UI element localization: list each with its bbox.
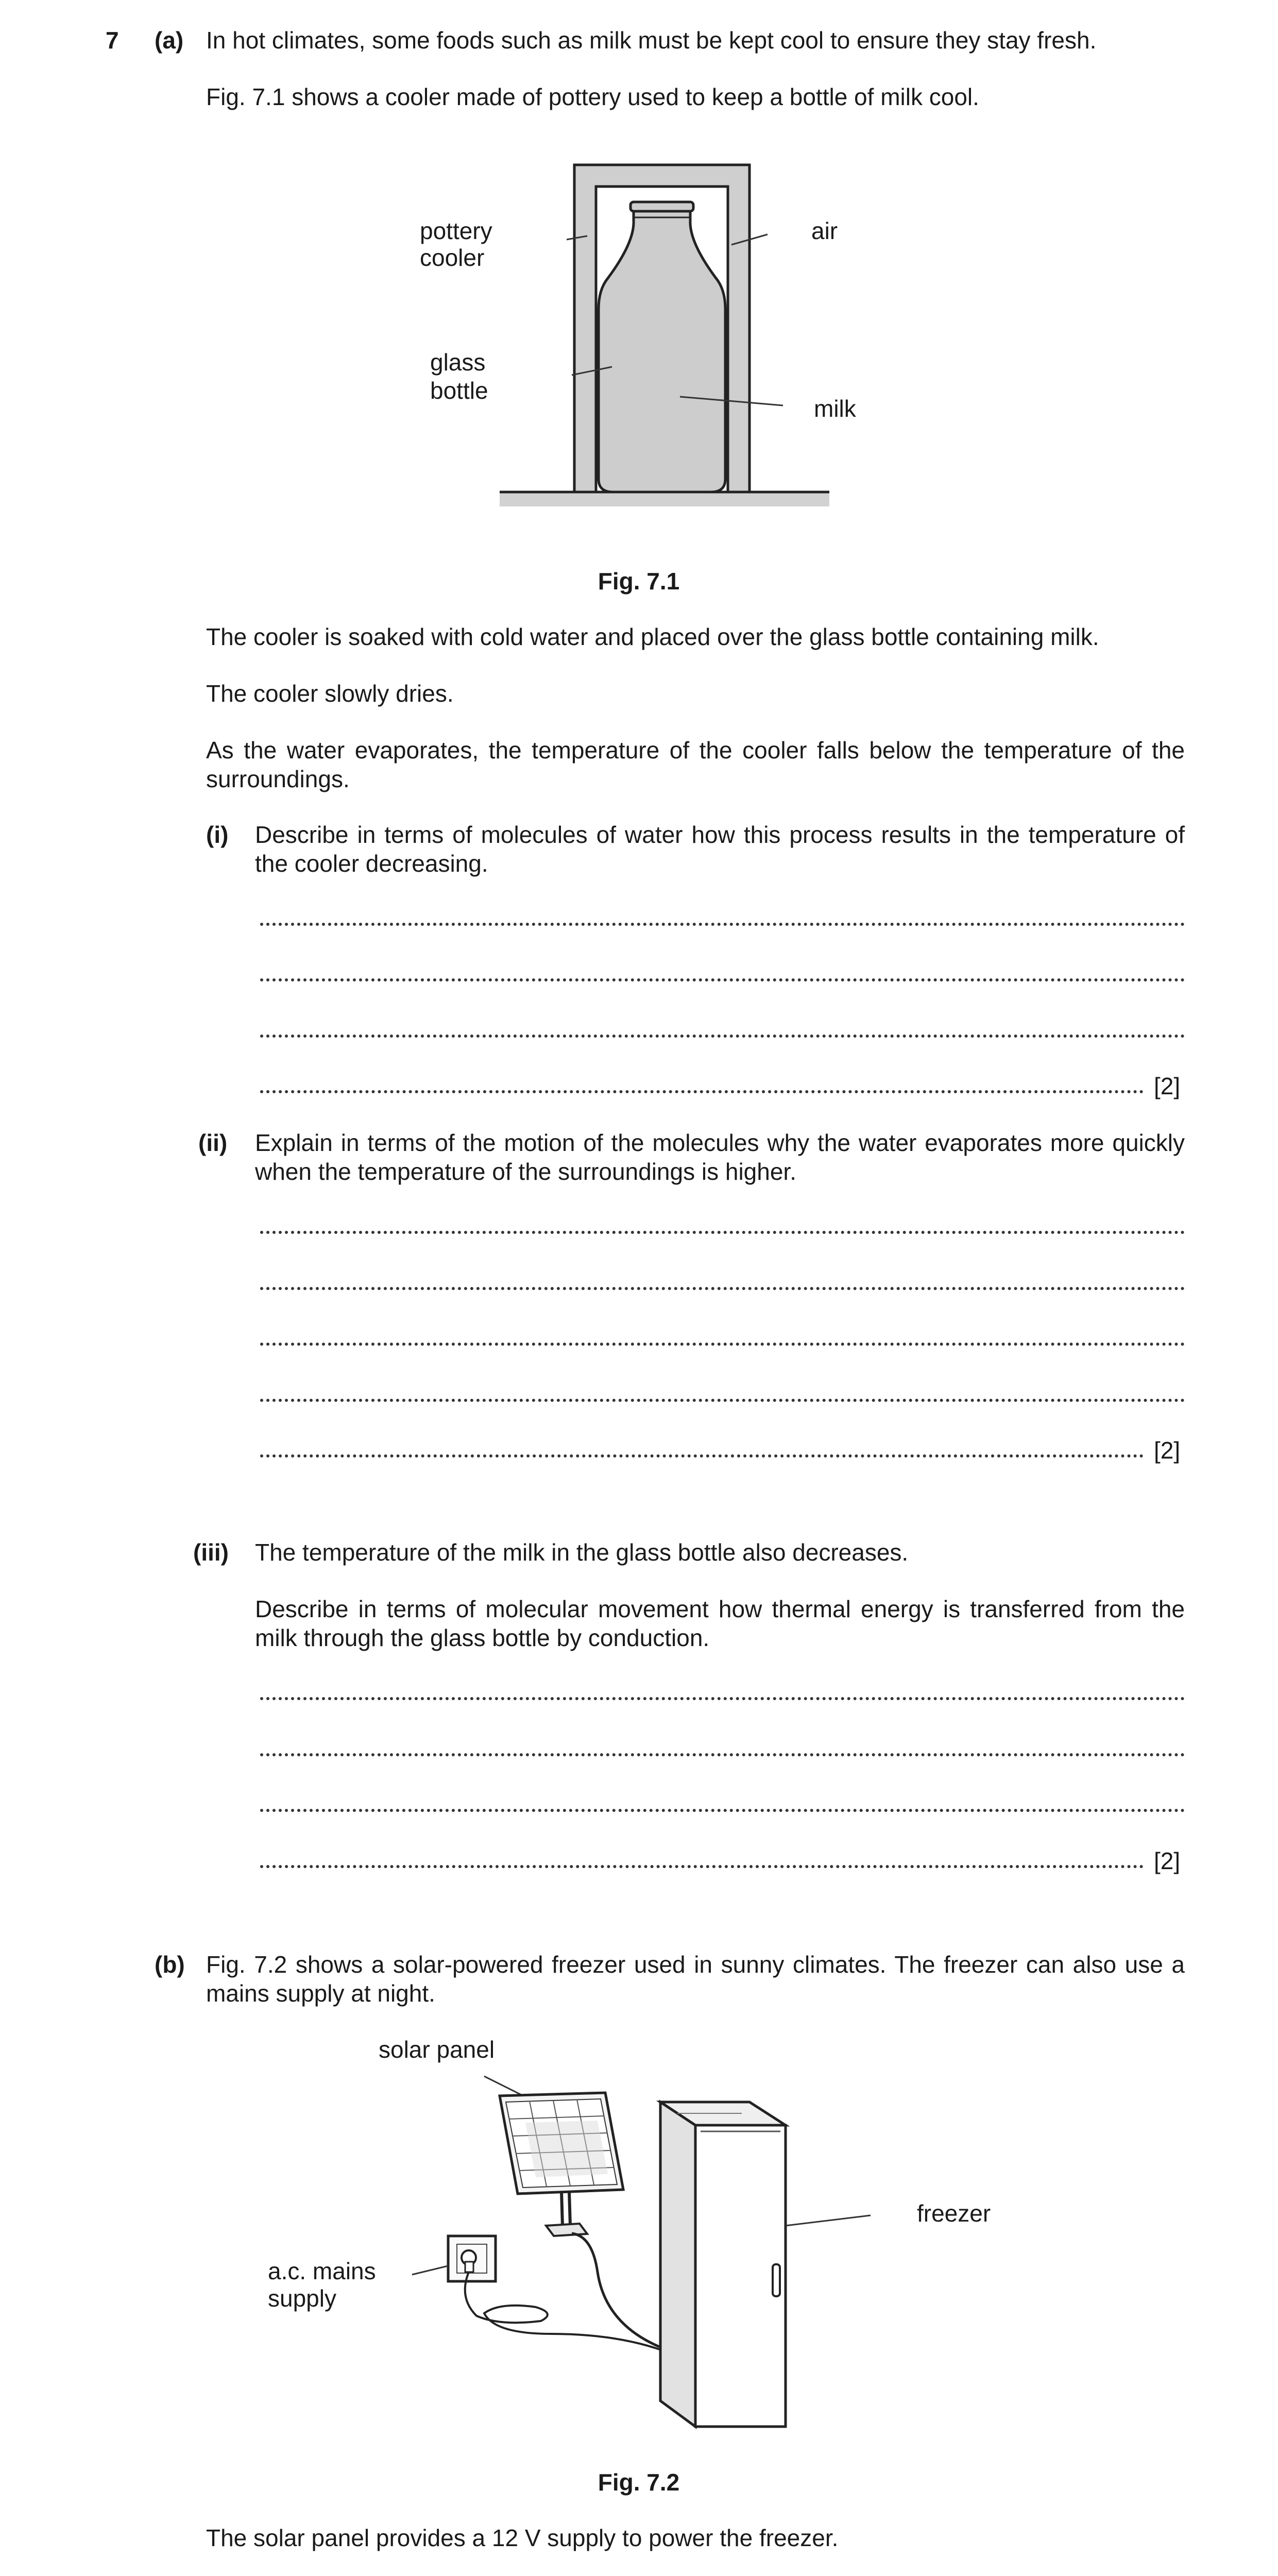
part-b-para-1: The solar panel provides a 12 V supply to power the freezer.	[206, 2524, 839, 2551]
freezer-side	[660, 2102, 695, 2427]
label-pottery-cooler-1: pottery	[420, 217, 492, 244]
part-a-para-3: As the water evaporates, the temperature of the cooler falls below the temperature of the surroundings.	[206, 737, 1185, 792]
leader-mains	[412, 2266, 448, 2275]
part-b-intro: Fig. 7.2 shows a solar-powered freezer used in sunny climates. The freezer can also use a mains supply at night.	[206, 1951, 1185, 2007]
fig-7-1-caption: Fig. 7.1	[598, 568, 680, 595]
part-a-para-1: The cooler is soaked with cold water and placed over the glass bottle containing milk.	[206, 623, 1099, 650]
answer-line-iii-3[interactable]	[260, 1790, 1185, 1819]
answer-line-i-2[interactable]	[260, 960, 1185, 989]
bottle-cap	[631, 202, 693, 211]
label-freezer: freezer	[917, 2200, 991, 2227]
label-solar-panel: solar panel	[379, 2036, 495, 2063]
fig-7-1-intro: Fig. 7.1 shows a cooler made of pottery used to keep a bottle of milk cool.	[206, 83, 979, 110]
label-mains-2: supply	[268, 2285, 336, 2312]
leader-freezer	[786, 2215, 871, 2226]
answer-line-i-4[interactable]	[260, 1072, 1144, 1100]
label-mains-1: a.c. mains	[268, 2258, 376, 2284]
answer-line-i-3[interactable]	[260, 1016, 1185, 1045]
answer-line-iii-1[interactable]	[260, 1679, 1185, 1707]
answer-line-ii-2[interactable]	[260, 1268, 1185, 1297]
sub-i-label: (i)	[206, 821, 229, 848]
answer-line-ii-1[interactable]	[260, 1212, 1185, 1241]
sub-iii-question: Describe in terms of molecular movement how thermal energy is transferred from the milk through the glass bottle by conduction.	[255, 1596, 1185, 1651]
label-milk: milk	[814, 395, 856, 422]
sub-i-question: Describe in terms of molecules of water how this process results in the temperature of the cooler decreasing.	[255, 821, 1185, 877]
sub-iii-statement: The temperature of the milk in the glass bottle also decreases.	[255, 1539, 909, 1566]
sub-ii-question: Explain in terms of the motion of the molecules why the water evaporates more quickly when the temperature of the surroundings is higher.	[255, 1129, 1185, 1185]
answer-line-ii-3[interactable]	[260, 1324, 1185, 1353]
panel-cable	[572, 2233, 659, 2347]
marks-ii: [2]	[1154, 1437, 1181, 1464]
marks-iii: [2]	[1154, 1848, 1181, 1874]
part-a-intro: In hot climates, some foods such as milk must be kept cool to ensure they stay fresh.	[206, 27, 1097, 54]
part-a-label: (a)	[155, 27, 184, 54]
answer-line-i-1[interactable]	[260, 904, 1185, 933]
part-b-label: (b)	[155, 1951, 185, 1978]
leader-solar-panel	[484, 2076, 525, 2097]
answer-line-iii-4[interactable]	[260, 1846, 1144, 1875]
label-air: air	[811, 217, 838, 244]
label-glass-bottle-2: bottle	[430, 377, 488, 404]
mains-cable	[465, 2272, 659, 2349]
answer-line-ii-4[interactable]	[260, 1380, 1185, 1409]
fig-7-2-caption: Fig. 7.2	[598, 2469, 680, 2496]
fig-7-1-diagram	[489, 155, 850, 526]
sub-ii-label: (ii)	[198, 1129, 228, 1156]
answer-line-ii-5[interactable]	[260, 1436, 1144, 1465]
glass-bottle	[599, 205, 725, 492]
sub-iii-label: (iii)	[193, 1539, 229, 1566]
ground-base	[500, 492, 829, 506]
fig-7-2-diagram	[371, 2056, 938, 2437]
question-number: 7	[106, 27, 119, 54]
part-a-para-2: The cooler slowly dries.	[206, 680, 454, 707]
label-glass-bottle-1: glass	[430, 349, 486, 376]
label-pottery-cooler-2: cooler	[420, 244, 485, 271]
freezer-handle	[773, 2264, 780, 2296]
marks-i: [2]	[1154, 1073, 1181, 1099]
answer-line-iii-2[interactable]	[260, 1735, 1185, 1764]
